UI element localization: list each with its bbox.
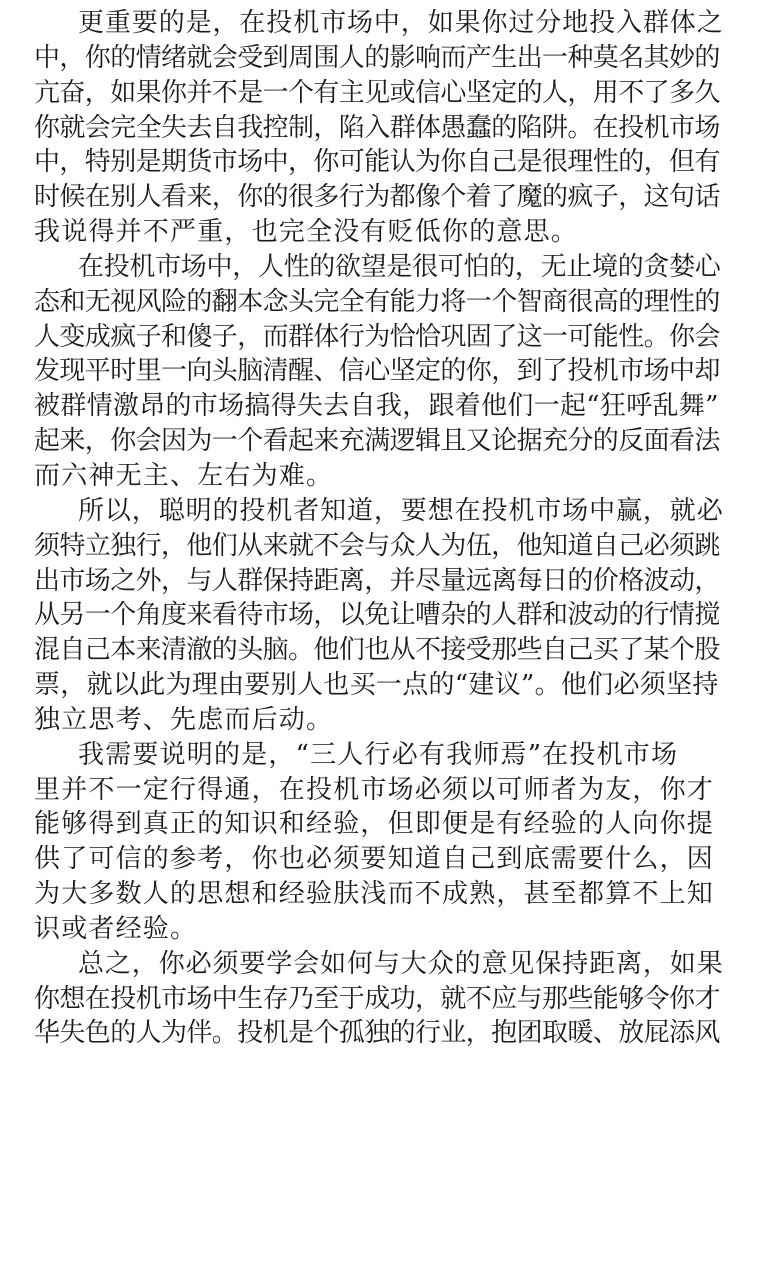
text-line: 我说得并不严重，也完全没有贬低你的意思。: [34, 217, 579, 248]
text-line: 中，特别是期货市场中，你可能认为你自己是很理性的，但有: [34, 147, 720, 178]
text-line: 独立思考、先虑而后动。: [34, 704, 334, 735]
text-line: 中，你的情绪就会受到周围人的影响而产生出一种莫名其妙的: [34, 42, 720, 73]
text-line: 混自己本来清澈的头脑。他们也从不接受那些自己买了某个股: [34, 635, 720, 666]
text-line: 为大多数人的思想和经验肤浅而不成熟，甚至都算不上知: [34, 879, 715, 910]
text-line: 票，就以此为理由要别人也买一点的“建议”。他们必须坚持: [34, 670, 719, 701]
text-line: 须特立独行，他们从来就不会与众人为伍，他知道自己必须跳: [34, 530, 720, 561]
text-line: 亢奋，如果你并不是一个有主见或信心坚定的人，用不了多久: [34, 77, 720, 108]
text-line: 时候在别人看来，你的很多行为都像个着了魔的疯子，这句话: [34, 182, 720, 213]
text-line: 被群情激昂的市场搞得失去自我，跟着他们一起“狂呼乱舞”: [34, 391, 719, 422]
text-line: 在投机市场中，人性的欲望是很可怕的，无止境的贪婪心: [78, 251, 721, 282]
text-line: 从另一个角度来看待市场，以免让嘈杂的人群和波动的行情搅: [34, 600, 720, 631]
text-line: 供了可信的参考，你也必须要知道自己到底需要什么，因: [34, 844, 715, 875]
text-line: 发现平时里一向头脑清醒、信心坚定的你，到了投机市场中却: [34, 356, 720, 387]
text-line: 里并不一定行得通，在投机市场必须以可师者为友，你才: [34, 774, 715, 805]
text-line: 更重要的是，在投机市场中，如果你过分地投入群体之: [78, 8, 724, 38]
text-line: 识或者经验。: [34, 913, 198, 944]
body-text: [34, 6, 724, 1051]
text-line: 所以，聪明的投机者知道，要想在投机市场中赢，就必: [78, 495, 724, 526]
text-line: 态和无视风险的翻本念头完全有能力将一个智商很高的理性的: [34, 286, 720, 317]
text-line: 你就会完全失去自我控制，陷入群体愚蠢的陷阱。在投机市场: [34, 112, 720, 143]
text-line: 总之，你必须要学会如何与大众的意见保持距离，如果: [78, 948, 724, 979]
text-line: 起来，你会因为一个看起来充满逻辑且又论据充分的反面看法: [34, 426, 720, 457]
text-line: 出市场之外，与人群保持距离，并尽量远离每日的价格波动，: [34, 565, 720, 596]
text-line: 人变成疯子和傻子，而群体行为恰恰巩固了这一可能性。你会: [34, 321, 720, 352]
text-line: 你想在投机市场中生存乃至于成功，就不应与那些能够令你才: [34, 983, 720, 1014]
text-line: 而六神无主、左右为难。: [34, 460, 334, 491]
text-line: 华失色的人为伴。投机是个孤独的行业，抱团取暖、放屁添风: [34, 1018, 720, 1049]
text-line: 我需要说明的是，“三人行必有我师焉”在投机市场: [78, 739, 679, 770]
text-line: 能够得到真正的知识和经验，但即便是有经验的人向你提: [34, 809, 715, 840]
